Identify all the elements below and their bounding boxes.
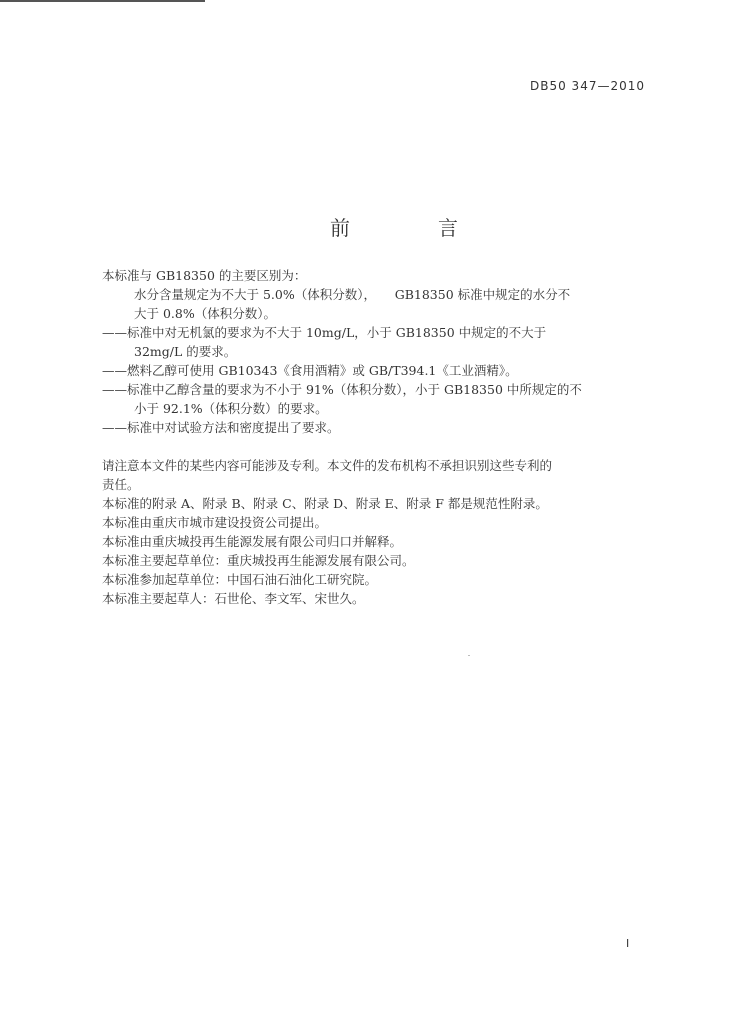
standard-code: DB50 347—2010 bbox=[530, 79, 645, 93]
text-line: 32mg/L 的要求。 bbox=[134, 344, 237, 359]
text-line: 本标准主要起草人：石世伦、李文军、宋世久。 bbox=[102, 591, 365, 606]
foreword-body bbox=[102, 266, 657, 608]
text-line: ——标准中对试验方法和密度提出了要求。 bbox=[102, 420, 340, 435]
text-line: 责任。 bbox=[102, 477, 140, 492]
text-line: 大于 0.8%（体积分数）。 bbox=[134, 306, 276, 321]
text-line: 本标准的附录 A、附录 B、附录 C、附录 D、附录 E、附录 F 都是规范性附录。 bbox=[102, 496, 548, 511]
text-line: ——标准中乙醇含量的要求为不小于 91%（体积分数），小于 GB18350 中所规定的不 bbox=[102, 382, 582, 397]
text-line: 本标准参加起草单位：中国石油石油化工研究院。 bbox=[102, 572, 378, 587]
scan-speck bbox=[468, 655, 470, 656]
scan-edge-line bbox=[0, 0, 205, 2]
text-line: 本标准主要起草单位：重庆城投再生能源发展有限公司。 bbox=[102, 553, 415, 568]
text-line: 水分含量规定为不大于 5.0%（体积分数）， GB18350 标准中规定的水分不 bbox=[134, 287, 571, 302]
page-number: I bbox=[626, 937, 630, 950]
text-line: 本标准由重庆市城市建设投资公司提出。 bbox=[102, 515, 328, 530]
text-line: ——燃料乙醇可使用 GB10343《食用酒精》或 GB/T394.1《工业酒精》。 bbox=[102, 363, 518, 378]
text-line: 请注意本文件的某些内容可能涉及专利。本文件的发布机构不承担识别这些专利的 bbox=[102, 458, 553, 473]
text-line: ——标准中对无机氯的要求为不大于 10mg/L，小于 GB18350 中规定的不大于 bbox=[102, 325, 547, 340]
text-line: 本标准由重庆城投再生能源发展有限公司归口并解释。 bbox=[102, 534, 403, 549]
section-title: 前 言 bbox=[330, 216, 492, 240]
text-line: 小于 92.1%（体积分数）的要求。 bbox=[134, 401, 328, 416]
text-line: 本标准与 GB18350 的主要区别为： bbox=[102, 268, 307, 283]
